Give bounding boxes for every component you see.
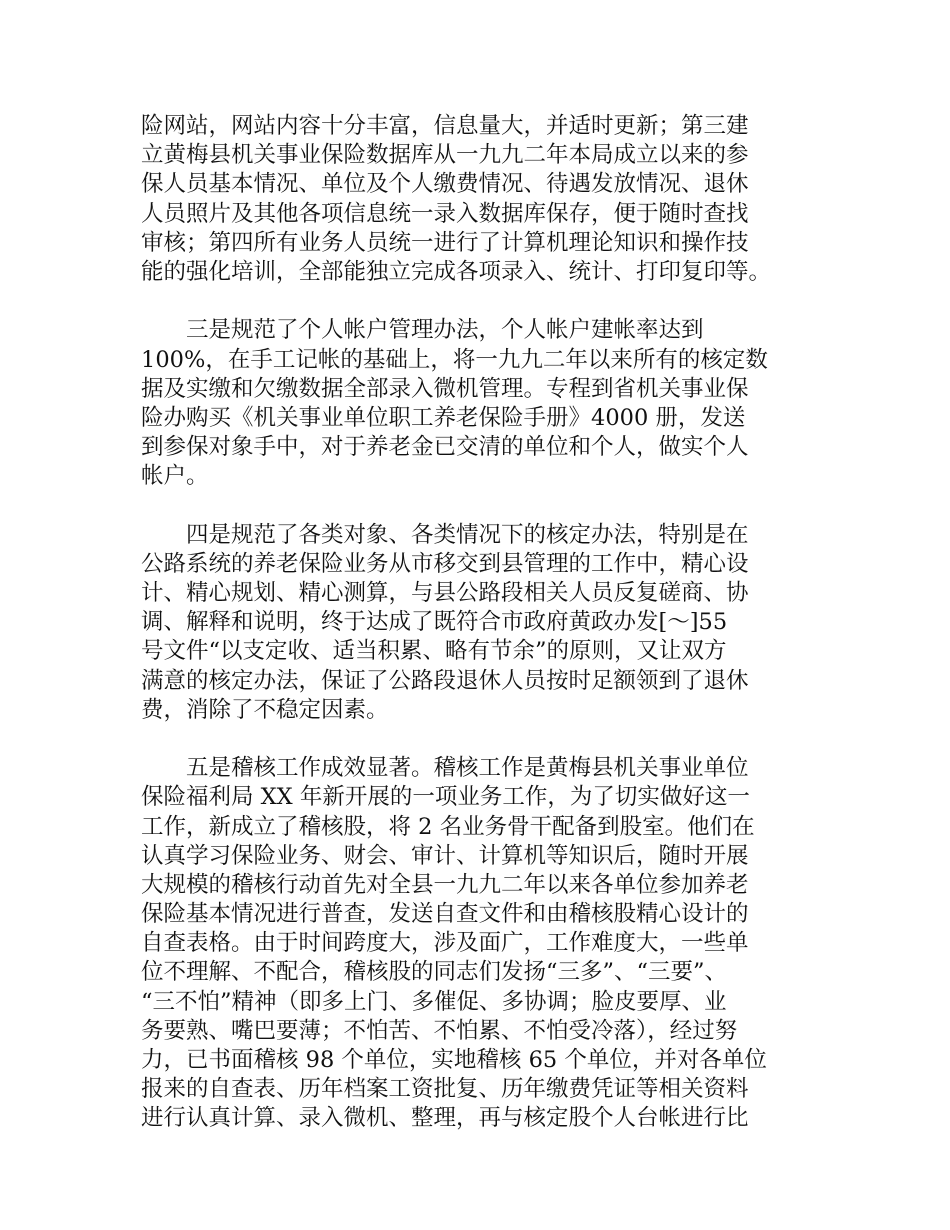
text-line: 险网站，网站内容十分丰富，信息量大，并适时更新；第三建 [141,113,749,139]
text-line: 三是规范了个人帐户管理办法，个人帐户建帐率达到 [141,317,704,344]
text-line: 保险福利局 XX 年新开展的一项业务工作，为了切实做好这一 [141,784,750,811]
text-line: 工作，新成立了稽核股，将 2 名业务骨干配备到股室。他们在 [141,813,755,840]
paragraph-verification-methods [141,521,831,725]
text-line: 位不理解、不配合，稽核股的同志们发扬“三多”、“三要”、 [141,959,728,986]
text-line: 进行认真计算、录入微机、整理，再与核定股个人台帐进行比 [141,1105,749,1132]
paragraph-website-database [141,112,831,287]
text-line: 力，已书面稽核 98 个单位，实地稽核 65 个单位，并对各单位 [141,1047,767,1073]
text-line: 费，消除了不稳定因素。 [141,696,389,723]
text-line: 险办购买《机关事业单位职工养老保险手册》4000 册，发送 [141,404,746,431]
text-line: 100%，在手工记帐的基础上，将一九九二年以来所有的核定数 [141,346,768,373]
text-line: 保人员基本情况、单位及个人缴费情况、待遇发放情况、退休 [141,171,749,198]
text-line: 四是规范了各类对象、各类情况下的核定办法，特别是在 [141,521,749,548]
document-body [141,112,831,1134]
text-line: 能的强化培训，全部能独立完成各项录入、统计、打印复印等。 [141,258,772,285]
text-line: 号文件“以支定收、适当积累、略有节余”的原则，又让双方 [141,638,727,665]
text-line: 公路系统的养老保险业务从市移交到县管理的工作中，精心设 [141,550,749,577]
text-line: 立黄梅县机关事业保险数据库从一九九二年本局成立以来的参 [141,142,749,169]
text-line: 保险基本情况进行普查，发送自查文件和由稽核股精心设计的 [141,901,749,928]
text-line: 帐户。 [141,463,209,490]
text-line: 满意的核定办法，保证了公路段退休人员按时足额领到了退休 [141,667,749,694]
text-line: 认真学习保险业务、财会、审计、计算机等知识后，随时开展 [141,842,749,869]
text-line: 报来的自查表、历年档案工资批复、历年缴费凭证等相关资料 [141,1076,749,1103]
text-line: 大规模的稽核行动首先对全县一九九二年以来各单位参加养老 [141,871,749,898]
text-line: 五是稽核工作成效显著。稽核工作是黄梅县机关事业单位 [141,755,749,782]
text-line: 人员照片及其他各项信息统一录入数据库保存，便于随时查找 [141,200,749,227]
text-line: 务要熟、嘴巴要薄；不怕苦、不怕累、不怕受冷落），经过努 [141,1017,738,1044]
paragraph-personal-accounts [141,316,831,491]
text-line: 据及实缴和欠缴数据全部录入微机管理。专程到省机关事业保 [141,375,749,402]
paragraph-audit-work [141,754,831,1133]
text-line: 到参保对象手中，对于养老金已交清的单位和个人，做实个人 [141,434,749,461]
text-line: 计、精心规划、精心测算，与县公路段相关人员反复磋商、协 [141,580,749,606]
text-line: 审核；第四所有业务人员统一进行了计算机理论知识和操作技 [141,229,749,256]
text-line: 自查表格。由于时间跨度大，涉及面广，工作难度大，一些单 [141,930,749,957]
text-line: 调、解释和说明，终于达成了既符合市政府黄政办发[～]55 [141,609,728,636]
text-line: “三不怕”精神（即多上门、多催促、多协调；脸皮要厚、业 [141,988,727,1015]
